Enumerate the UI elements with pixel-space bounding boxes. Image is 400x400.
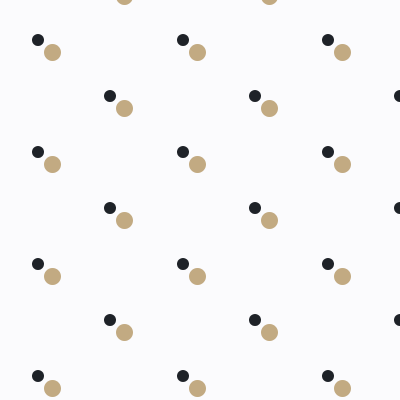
dark-dot [322, 370, 334, 382]
dark-dot [249, 314, 261, 326]
tan-dot [189, 44, 206, 61]
dot-pair [177, 34, 217, 68]
tan-dot [261, 100, 278, 117]
tan-dot [334, 380, 351, 397]
dot-pair [322, 370, 362, 400]
dot-pair [249, 202, 289, 236]
dark-dot [322, 258, 334, 270]
dark-dot [104, 202, 116, 214]
tan-dot [116, 0, 133, 5]
tan-dot [261, 324, 278, 341]
tan-dot [116, 100, 133, 117]
tan-dot [116, 324, 133, 341]
dot-pair [394, 0, 400, 12]
tan-dot [261, 212, 278, 229]
dot-pair [32, 258, 72, 292]
tan-dot [189, 268, 206, 285]
dark-dot [322, 34, 334, 46]
tan-dot [334, 44, 351, 61]
dot-pair [249, 314, 289, 348]
dot-pair [394, 202, 400, 236]
dot-pair [32, 146, 72, 180]
dark-dot [394, 314, 400, 326]
dot-pair [177, 370, 217, 400]
tan-dot [334, 268, 351, 285]
tan-dot [116, 212, 133, 229]
dot-pair [32, 370, 72, 400]
dark-dot [177, 146, 189, 158]
dark-dot [249, 90, 261, 102]
tan-dot [44, 380, 61, 397]
dark-dot [394, 90, 400, 102]
tan-dot [189, 380, 206, 397]
dot-pair [394, 314, 400, 348]
tan-dot [44, 268, 61, 285]
dot-pair [322, 258, 362, 292]
tan-dot [189, 156, 206, 173]
dot-pair [322, 146, 362, 180]
tan-dot [44, 44, 61, 61]
dark-dot [322, 146, 334, 158]
dot-pair [104, 90, 144, 124]
dark-dot [177, 34, 189, 46]
tan-dot [44, 156, 61, 173]
dot-pair [249, 90, 289, 124]
dark-dot [32, 370, 44, 382]
dark-dot [104, 90, 116, 102]
dark-dot [32, 34, 44, 46]
dot-pair [177, 258, 217, 292]
dark-dot [32, 258, 44, 270]
dot-pair [104, 314, 144, 348]
dot-pair [104, 0, 144, 12]
dot-pair [177, 146, 217, 180]
tan-dot [261, 0, 278, 5]
dot-pair [249, 0, 289, 12]
dark-dot [177, 370, 189, 382]
dark-dot [32, 146, 44, 158]
dark-dot [104, 314, 116, 326]
dot-pair [104, 202, 144, 236]
tan-dot [334, 156, 351, 173]
dot-pair [394, 90, 400, 124]
dot-pair [322, 34, 362, 68]
dot-pair [32, 34, 72, 68]
dark-dot [177, 258, 189, 270]
dark-dot [394, 202, 400, 214]
dark-dot [249, 202, 261, 214]
